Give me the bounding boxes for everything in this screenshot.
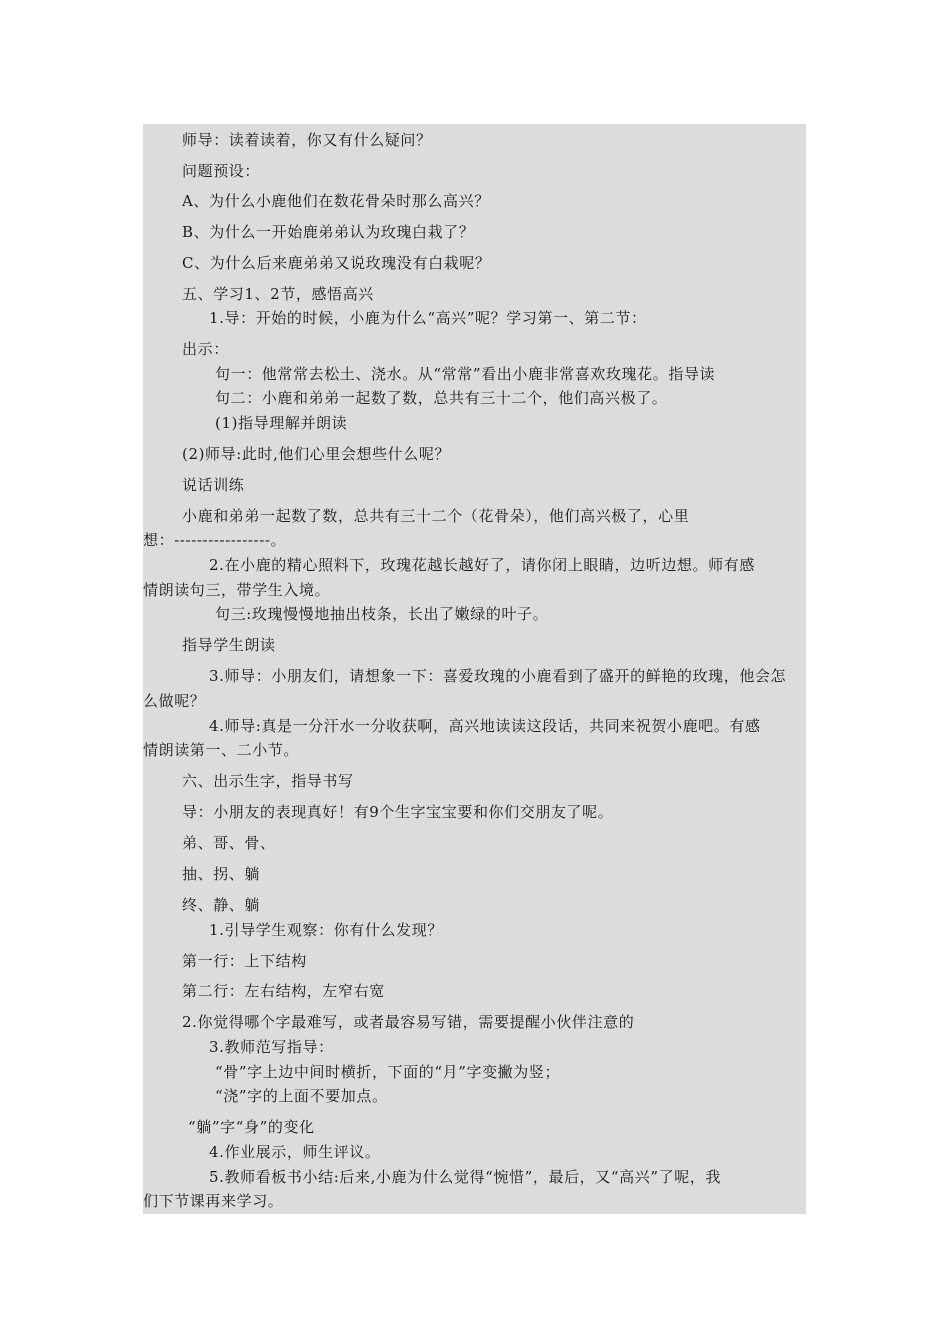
text-line: 5.教师看板书小结:后来,小鹿为什么觉得“惋惜”，最后，又“高兴”了呢，我 bbox=[209, 1168, 722, 1186]
text-line: 终、静、躺 bbox=[182, 896, 261, 914]
text-line: 第二行：左右结构，左窄右宽 bbox=[182, 982, 385, 1000]
text-line: 2.在小鹿的精心照料下，玫瑰花越长越好了，请你闭上眼睛，边听边想。师有感 bbox=[209, 556, 755, 574]
text-line: 情朗读第一、二小节。 bbox=[143, 741, 300, 759]
document-page bbox=[143, 124, 806, 1214]
text-line: 3.师导：小朋友们，请想象一下：喜爱玫瑰的小鹿看到了盛开的鲜艳的玫瑰，他会怎 bbox=[209, 667, 787, 685]
text-line: C、为什么后来鹿弟弟又说玫瑰没有白栽呢？ bbox=[182, 254, 491, 272]
text-line: 句一：他常常去松土、浇水。从“常常”看出小鹿非常喜欢玫瑰花。指导读 bbox=[215, 365, 716, 383]
text-line: 导：小朋友的表现真好！有9个生字宝宝要和你们交朋友了呢。 bbox=[182, 803, 614, 821]
text-line: 4.作业展示，师生评议。 bbox=[209, 1143, 381, 1161]
text-line: 句二：小鹿和弟弟一起数了数，总共有三十二个，他们高兴极了。 bbox=[215, 389, 668, 407]
text-line: “躺”字“身”的变化 bbox=[188, 1118, 315, 1136]
text-line: 说话训练 bbox=[182, 476, 245, 494]
text-line: 们下节课再来学习。 bbox=[143, 1192, 284, 1210]
text-line: 4.师导:真是一分汗水一分收获啊，高兴地读读这段话，共同来祝贺小鹿吧。有感 bbox=[209, 717, 761, 735]
text-line: 想：-----------------。 bbox=[143, 531, 287, 549]
text-line: 句三:玫瑰慢慢地抽出枝条，长出了嫩绿的叶子。 bbox=[215, 605, 549, 623]
text-line: 指导学生朗读 bbox=[182, 636, 276, 654]
text-line: A、为什么小鹿他们在数花骨朵时那么高兴？ bbox=[182, 192, 490, 210]
text-line: 师导：读着读着，你又有什么疑问？ bbox=[182, 131, 432, 149]
text-line: 1.引导学生观察：你有什么发现？ bbox=[209, 921, 443, 939]
text-line: 么做呢？ bbox=[143, 692, 206, 710]
text-line: 情朗读句三，带学生入境。 bbox=[143, 581, 331, 599]
text-line: 1.导：开始的时候，小鹿为什么“高兴”呢？学习第一、第二节： bbox=[209, 309, 647, 327]
text-line: (1)指导理解并朗读 bbox=[215, 414, 348, 432]
section-heading: 五、学习1、2节，感悟高兴 bbox=[182, 285, 374, 303]
text-line: 2.你觉得哪个字最难写，或者最容易写错，需要提醒小伙伴注意的 bbox=[182, 1013, 635, 1031]
text-line: 问题预设： bbox=[182, 162, 261, 180]
text-line: 出示： bbox=[182, 340, 229, 358]
text-line: 第一行：上下结构 bbox=[182, 952, 307, 970]
text-line: “骨”字上边中间时横折，下面的“月”字变撇为竖； bbox=[215, 1063, 561, 1081]
text-line: 小鹿和弟弟一起数了数，总共有三十二个（花骨朵），他们高兴极了，心里 bbox=[182, 507, 690, 525]
text-line: “浇”字的上面不要加点。 bbox=[215, 1087, 388, 1105]
text-line: 3.教师范写指导： bbox=[209, 1038, 334, 1056]
section-heading: 六、出示生字，指导书写 bbox=[182, 772, 354, 790]
text-line: B、为什么一开始鹿弟弟认为玫瑰白栽了？ bbox=[182, 223, 475, 241]
text-line: 抽、拐、躺 bbox=[182, 865, 261, 883]
text-line: 弟、哥、骨、 bbox=[182, 834, 276, 852]
text-line: (2)师导:此时,他们心里会想些什么呢？ bbox=[182, 445, 451, 463]
